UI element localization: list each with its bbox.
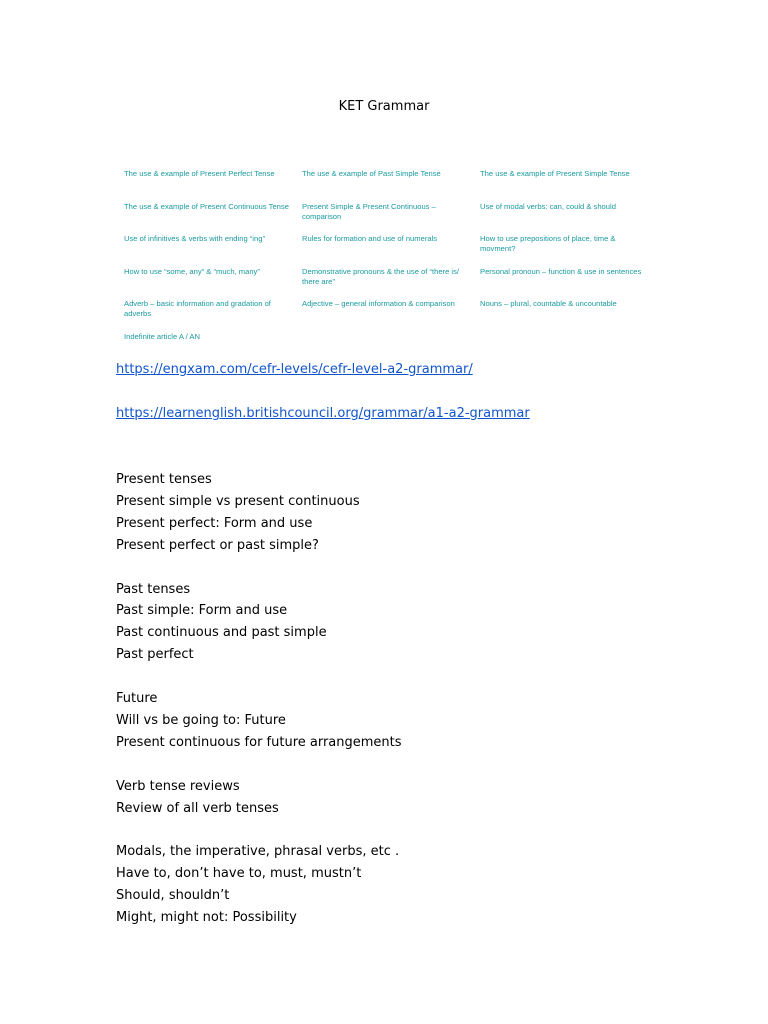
section-item: Present perfect: Form and use xyxy=(116,515,313,531)
section-heading: Present tenses xyxy=(116,472,212,487)
british-council-link[interactable]: https://learnenglish.britishcouncil.org/grammar/a1-a2-grammar xyxy=(116,406,530,421)
topic-item: Personal pronoun – function & use in sentences xyxy=(480,266,642,276)
section-item: Have to, don’t have to, must, mustn’t xyxy=(116,866,362,882)
section-item: Present continuous for future arrangements xyxy=(116,734,402,750)
topics-grid xyxy=(118,166,648,361)
topic-item: Rules for formation and use of numerals xyxy=(302,234,438,243)
engxam-link[interactable]: https://engxam.com/cefr-levels/cefr-level-a2-grammar/ xyxy=(116,362,473,377)
topic-item: The use & example of Past Simple Tense xyxy=(302,169,441,178)
section-item: Will vs be going to: Future xyxy=(116,712,286,728)
section-past-tenses xyxy=(116,579,402,667)
topic-item: The use & example of Present Continuous Tense xyxy=(124,201,289,211)
topic-item: Present Simple & Present Continuous – comparison xyxy=(302,201,436,221)
section-item: Past continuous and past simple xyxy=(116,625,327,641)
topic-item: The use & example of Present Perfect Tense xyxy=(124,169,275,178)
topic-item: How to use prepositions of place, time & movment? xyxy=(480,234,616,253)
reference-links xyxy=(116,360,530,448)
topic-item: Nouns – plural, countable & uncountable xyxy=(480,299,617,308)
section-item: Present perfect or past simple? xyxy=(116,537,319,553)
topic-item: How to use “some, any” & “much, many” xyxy=(124,266,260,276)
section-item: Should, shouldn’t xyxy=(116,888,230,904)
topic-item: Use of infinitives & verbs with ending “ing” xyxy=(124,234,265,243)
page-title: KET Grammar xyxy=(338,99,430,114)
topic-item: Adjective – general information & comparison xyxy=(302,299,455,308)
section-future xyxy=(116,688,402,754)
section-heading: Past tenses xyxy=(116,581,191,597)
section-item: Past perfect xyxy=(116,647,194,663)
topic-item: Demonstrative pronouns & the use of “there is/ there are” xyxy=(302,266,460,286)
section-heading: Future xyxy=(116,691,158,707)
section-verb-tense-reviews xyxy=(116,776,402,820)
section-present-tenses xyxy=(116,469,402,557)
section-item: Past simple: Form and use xyxy=(116,603,288,619)
grammar-sections xyxy=(116,469,402,951)
topic-item: Indefinite article A / AN xyxy=(124,331,200,341)
topic-item: Adverb – basic information and gradation of adverbs xyxy=(124,299,271,318)
topic-item: Use of modal verbs: can, could & should xyxy=(480,201,616,211)
section-item: Review of all verb tenses xyxy=(116,800,279,816)
topic-item: The use & example of Present Simple Tense xyxy=(480,169,630,178)
section-heading: Verb tense reviews xyxy=(116,778,240,794)
section-modals xyxy=(116,841,402,929)
section-heading: Modals, the imperative, phrasal verbs, etc . xyxy=(116,844,400,860)
section-item: Present simple vs present continuous xyxy=(116,493,360,509)
section-item: Might, might not: Possibility xyxy=(116,910,297,926)
